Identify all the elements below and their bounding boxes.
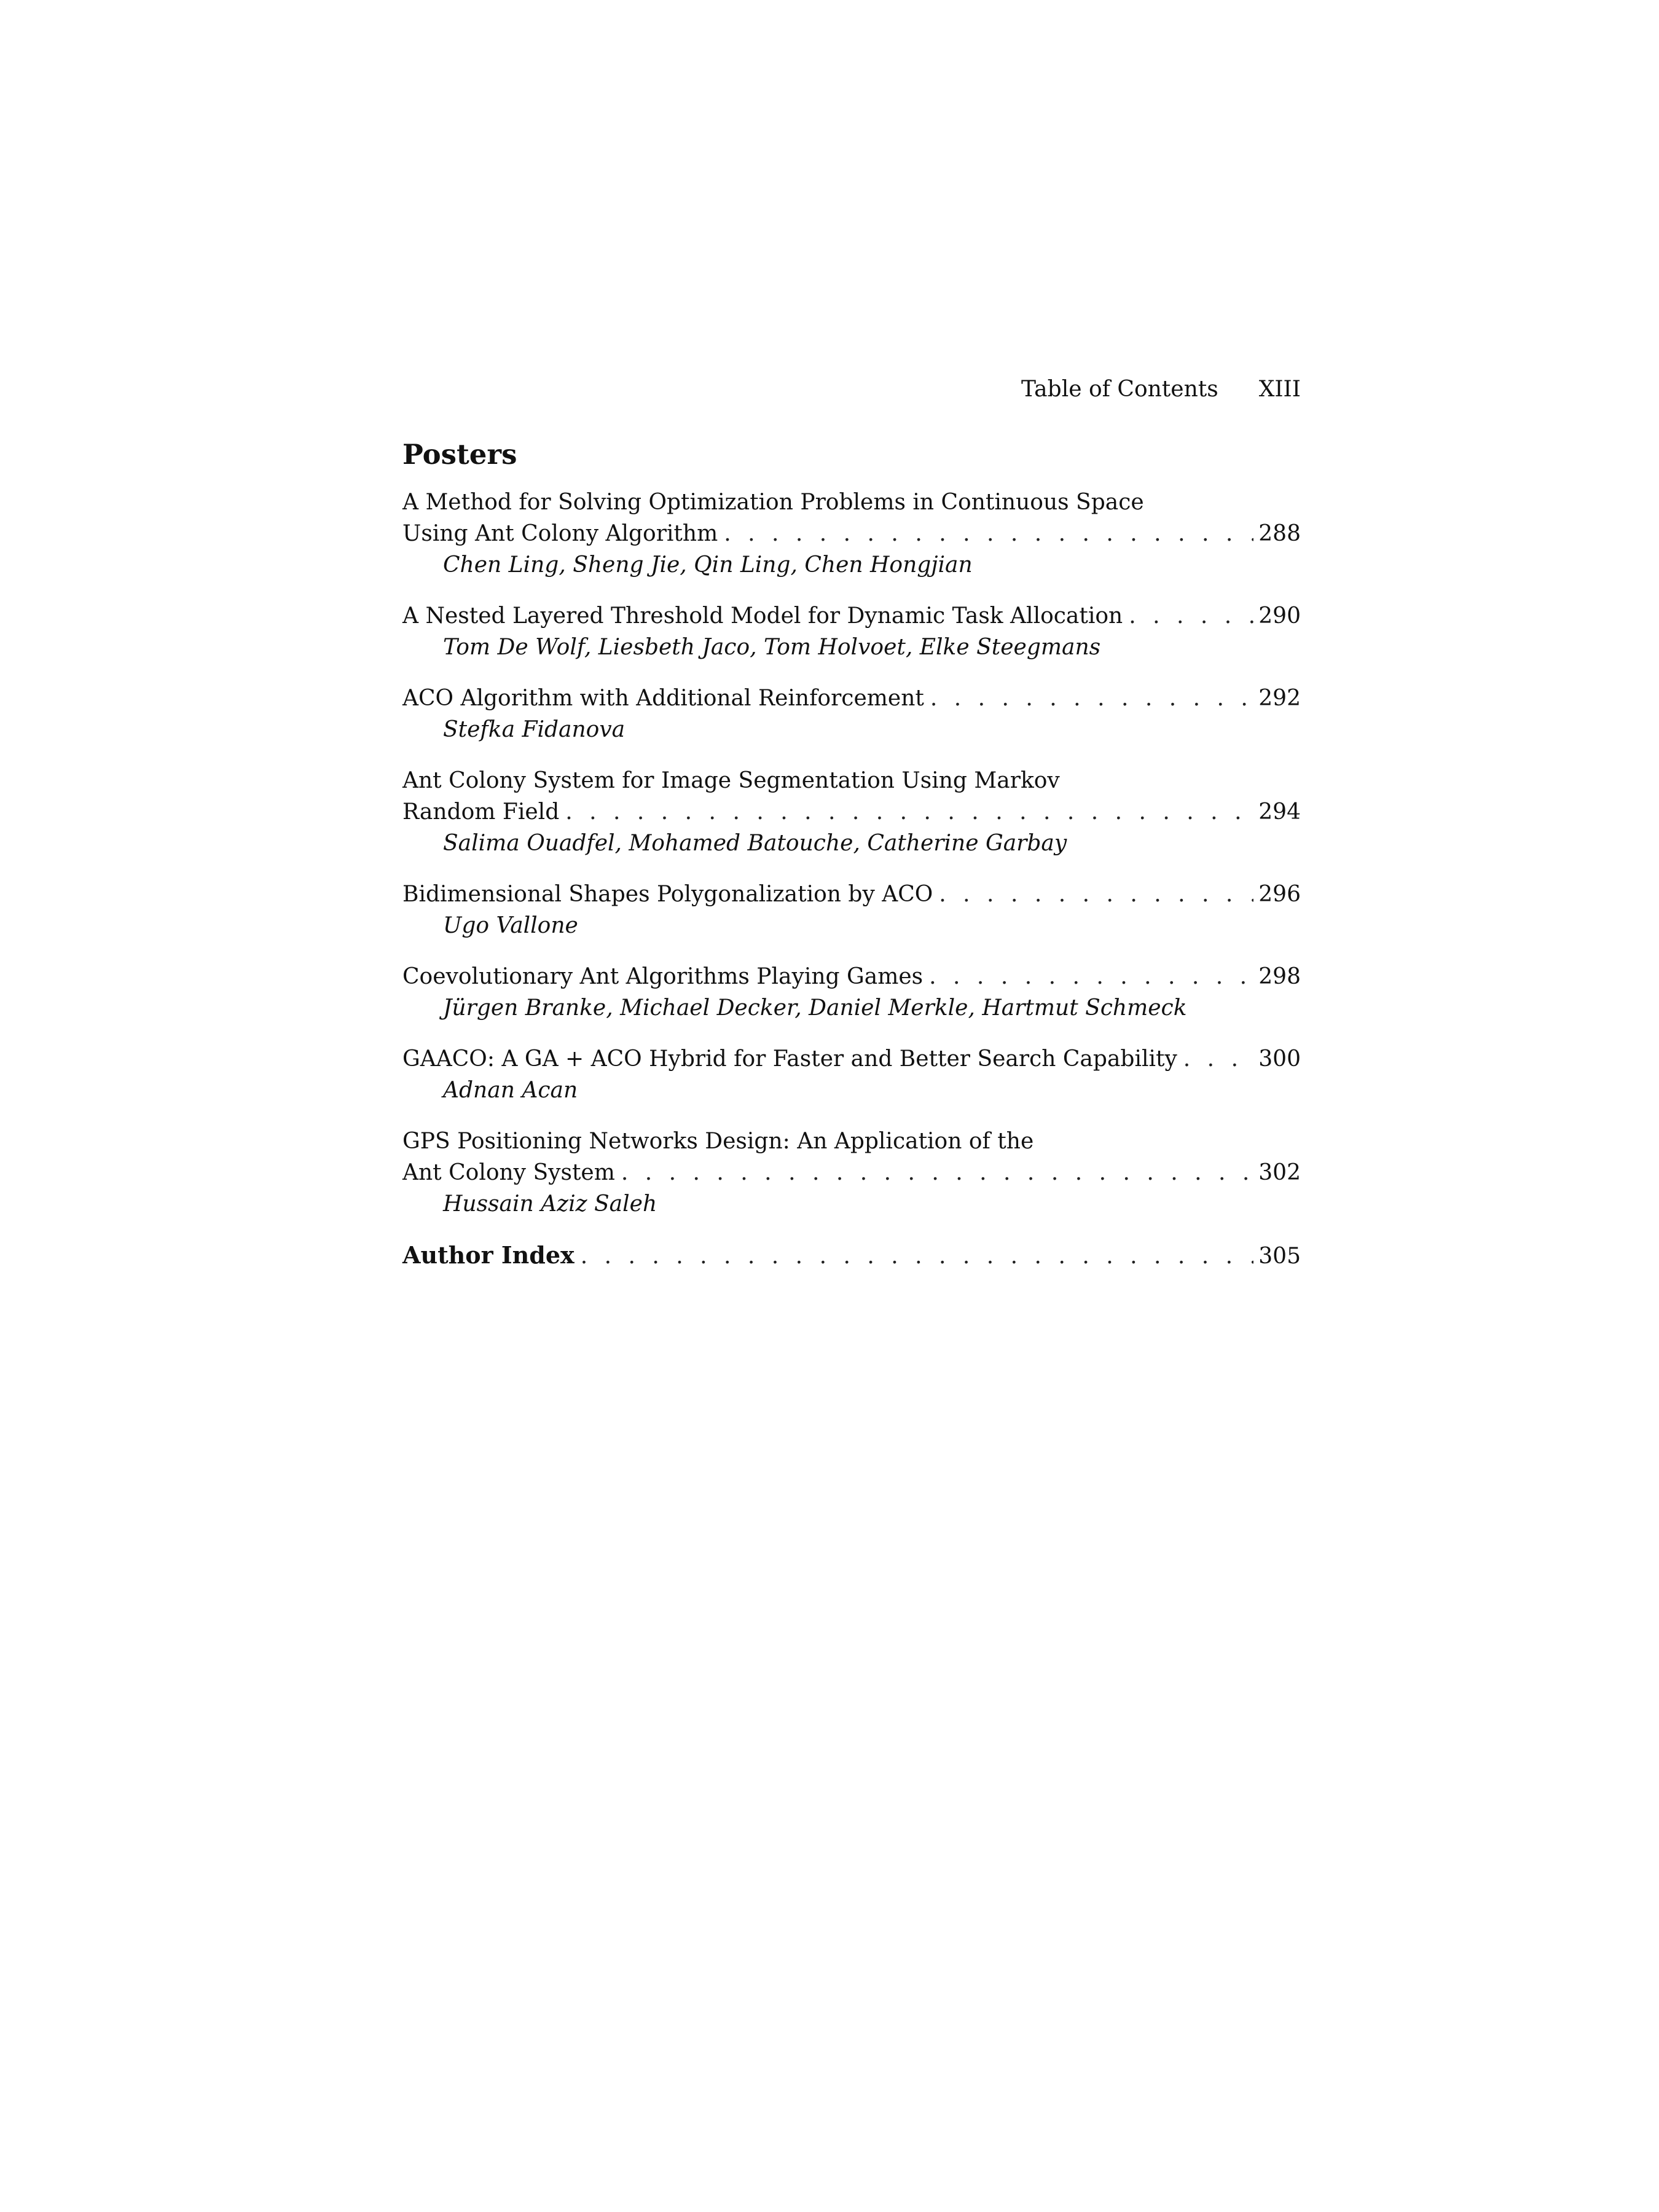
toc-entry[interactable]: [402, 487, 1301, 581]
author-index-label: Author Index: [402, 1241, 575, 1269]
entry-title-line: GPS Positioning Networks Design: An Application of the: [402, 1129, 1034, 1154]
toc-list: [402, 487, 1301, 1271]
entry-authors: Salima Ouadfel, Mohamed Batouche, Catherine Garbay: [443, 831, 1067, 856]
leader-dots: [565, 796, 1253, 828]
entry-title-last-line: [402, 961, 1301, 992]
leader-dots: [581, 1241, 1254, 1272]
entry-page-number: 302: [1258, 1160, 1301, 1185]
entry-authors: Hussain Aziz Saleh: [443, 1191, 657, 1217]
entry-page-number: 300: [1258, 1046, 1301, 1072]
entry-title-last-line: [402, 1043, 1301, 1075]
entry-title-last-line: [402, 1157, 1301, 1188]
entry-title-text: Bidimensional Shapes Polygonalization by ACO: [402, 882, 933, 907]
entry-authors: Stefka Fidanova: [443, 717, 626, 742]
toc-entry[interactable]: [402, 1126, 1301, 1220]
entry-title-last-line: [402, 518, 1301, 549]
entry-page-number: 298: [1258, 964, 1301, 989]
entry-authors: Jürgen Branke, Michael Decker, Daniel Merkle, Hartmut Schmeck: [443, 995, 1187, 1021]
leader-dots: [621, 1157, 1253, 1188]
toc-page: [402, 375, 1301, 1271]
leader-dots: [1183, 1043, 1253, 1075]
entry-title-text: ACO Algorithm with Additional Reinforcement: [402, 686, 924, 711]
leader-dots: [930, 683, 1253, 714]
entry-title-last-line: [402, 683, 1301, 714]
author-index-page-number: 305: [1258, 1244, 1301, 1269]
entry-title-last-line: [402, 879, 1301, 910]
leader-dots: [724, 518, 1253, 549]
leader-dots: [929, 961, 1253, 992]
toc-entry[interactable]: [402, 1043, 1301, 1106]
running-head-page-number: XIII: [1258, 377, 1301, 402]
entry-page-number: 290: [1258, 603, 1301, 629]
entry-title-line: A Method for Solving Optimization Problems in Continuous Space: [402, 490, 1144, 515]
entry-title-text: GAACO: A GA + ACO Hybrid for Faster and Better Search Capability: [402, 1046, 1177, 1072]
entry-title-text: Using Ant Colony Algorithm: [402, 521, 718, 546]
section-title: Posters: [402, 438, 517, 471]
toc-entry[interactable]: [402, 765, 1301, 859]
entry-authors: Adnan Acan: [443, 1078, 578, 1103]
toc-entry[interactable]: [402, 600, 1301, 663]
entry-authors: Chen Ling, Sheng Jie, Qin Ling, Chen Hongjian: [443, 552, 973, 578]
running-head: [402, 375, 1301, 404]
entry-title-last-line: [402, 796, 1301, 828]
entry-page-number: 294: [1258, 799, 1301, 825]
entry-title-text: A Nested Layered Threshold Model for Dynamic Task Allocation: [402, 603, 1123, 629]
entry-page-number: 288: [1258, 521, 1301, 546]
entry-authors: Tom De Wolf, Liesbeth Jaco, Tom Holvoet, Elke Steegmans: [443, 635, 1101, 660]
leader-dots: [1129, 600, 1253, 632]
leader-dots: [939, 879, 1253, 910]
toc-entry[interactable]: [402, 683, 1301, 745]
entry-title-text: Coevolutionary Ant Algorithms Playing Games: [402, 964, 924, 989]
entry-title-text: Random Field: [402, 799, 560, 825]
author-index-entry[interactable]: [402, 1239, 1301, 1271]
entry-title-line: Ant Colony System for Image Segmentation Using Markov: [402, 768, 1060, 793]
entry-title-text: Ant Colony System: [402, 1160, 615, 1185]
running-head-title: Table of Contents: [1021, 377, 1218, 402]
entry-authors: Ugo Vallone: [443, 913, 578, 938]
entry-title-last-line: [402, 600, 1301, 632]
entry-page-number: 292: [1258, 686, 1301, 711]
entry-page-number: 296: [1258, 882, 1301, 907]
toc-entry[interactable]: [402, 961, 1301, 1024]
toc-entry[interactable]: [402, 879, 1301, 941]
